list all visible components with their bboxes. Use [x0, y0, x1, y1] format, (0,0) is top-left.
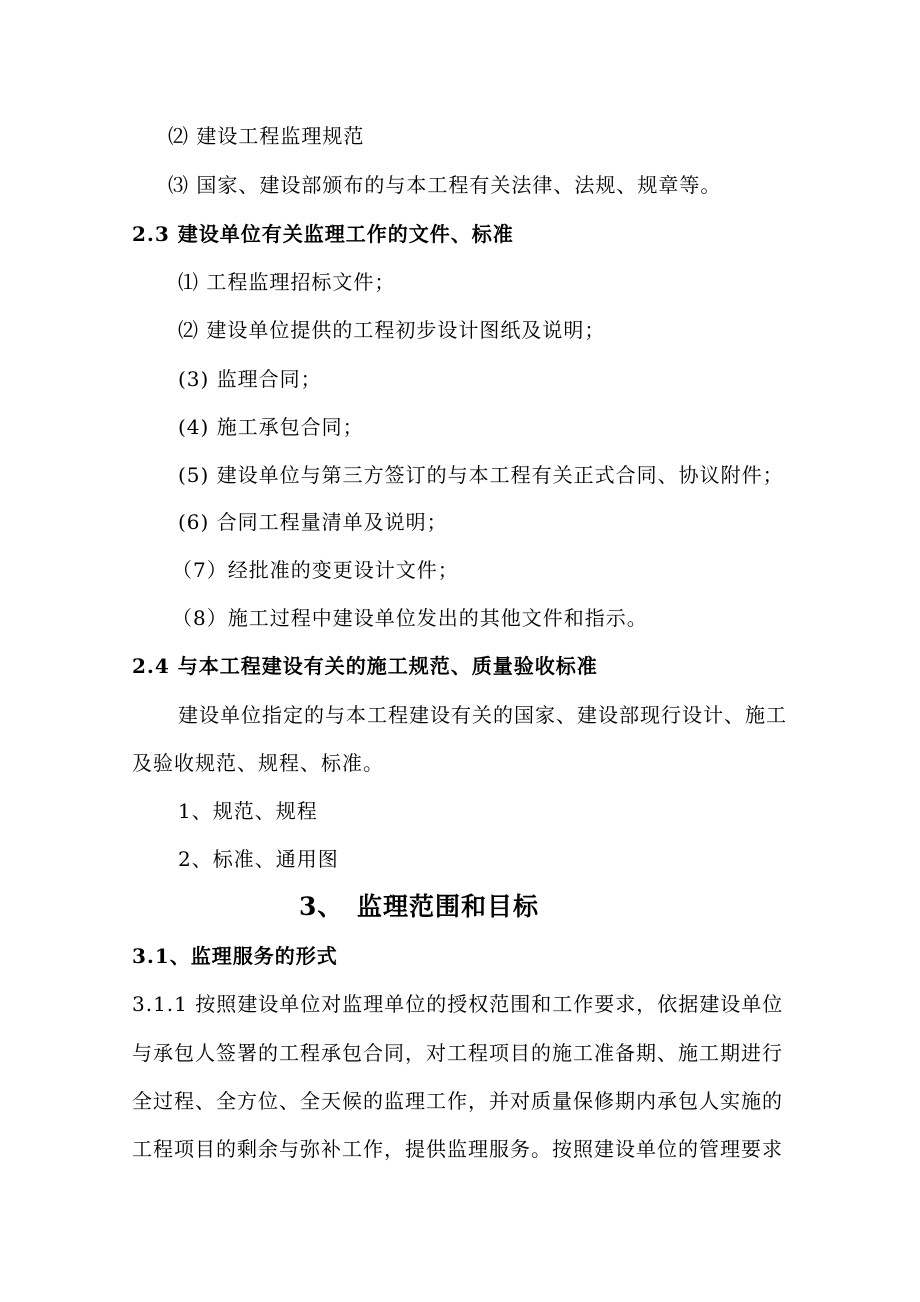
paragraph-line: 3.1.1 按照建设单位对监理单位的授权范围和工作要求，依据建设单位: [132, 992, 784, 1016]
list-item: (5) 建设单位与第三方签订的与本工程有关正式合同、协议附件；: [178, 463, 784, 487]
section-heading-2-3: 2.3 建设单位有关监理工作的文件、标准: [132, 222, 514, 246]
paragraph-line: 工程项目的剩余与弥补工作，提供监理服务。按照建设单位的管理要求: [132, 1137, 783, 1161]
list-item: 1、规范、规程: [178, 799, 318, 823]
list-item: ⑶ 国家、建设部颁布的与本工程有关法律、法规、规章等。: [168, 173, 722, 197]
chapter-title-text: 监理范围和目标: [357, 892, 540, 921]
paragraph-line: 全过程、全方位、全天候的监理工作，并对质量保修期内承包人实施的: [132, 1089, 783, 1113]
section-heading-2-4: 2.4 与本工程建设有关的施工规范、质量验收标准: [132, 654, 598, 678]
chapter-title: [299, 890, 539, 924]
section-heading-3-1: 3.1、监理服务的形式: [132, 944, 338, 968]
list-item: （8）施工过程中建设单位发出的其他文件和指示。: [172, 606, 648, 630]
list-item: （7）经批准的变更设计文件；: [172, 558, 459, 582]
list-item: (3) 监理合同；: [178, 367, 322, 391]
chapter-number: 3、: [299, 892, 344, 921]
list-item: ⑴ 工程监理招标文件；: [178, 270, 396, 294]
paragraph-line: 建设单位指定的与本工程建设有关的国家、建设部现行设计、施工: [178, 703, 787, 727]
list-item: (6) 合同工程量清单及说明；: [178, 510, 448, 534]
list-item: ⑵ 建设单位提供的工程初步设计图纸及说明；: [178, 318, 606, 342]
paragraph-line: 及验收规范、规程、标准。: [132, 751, 384, 775]
list-item: 2、标准、通用图: [178, 847, 339, 871]
list-item: ⑵ 建设工程监理规范: [168, 124, 365, 148]
list-item: (4) 施工承包合同；: [178, 415, 364, 439]
paragraph-line: 与承包人签署的工程承包合同，对工程项目的施工准备期、施工期进行: [132, 1041, 783, 1065]
